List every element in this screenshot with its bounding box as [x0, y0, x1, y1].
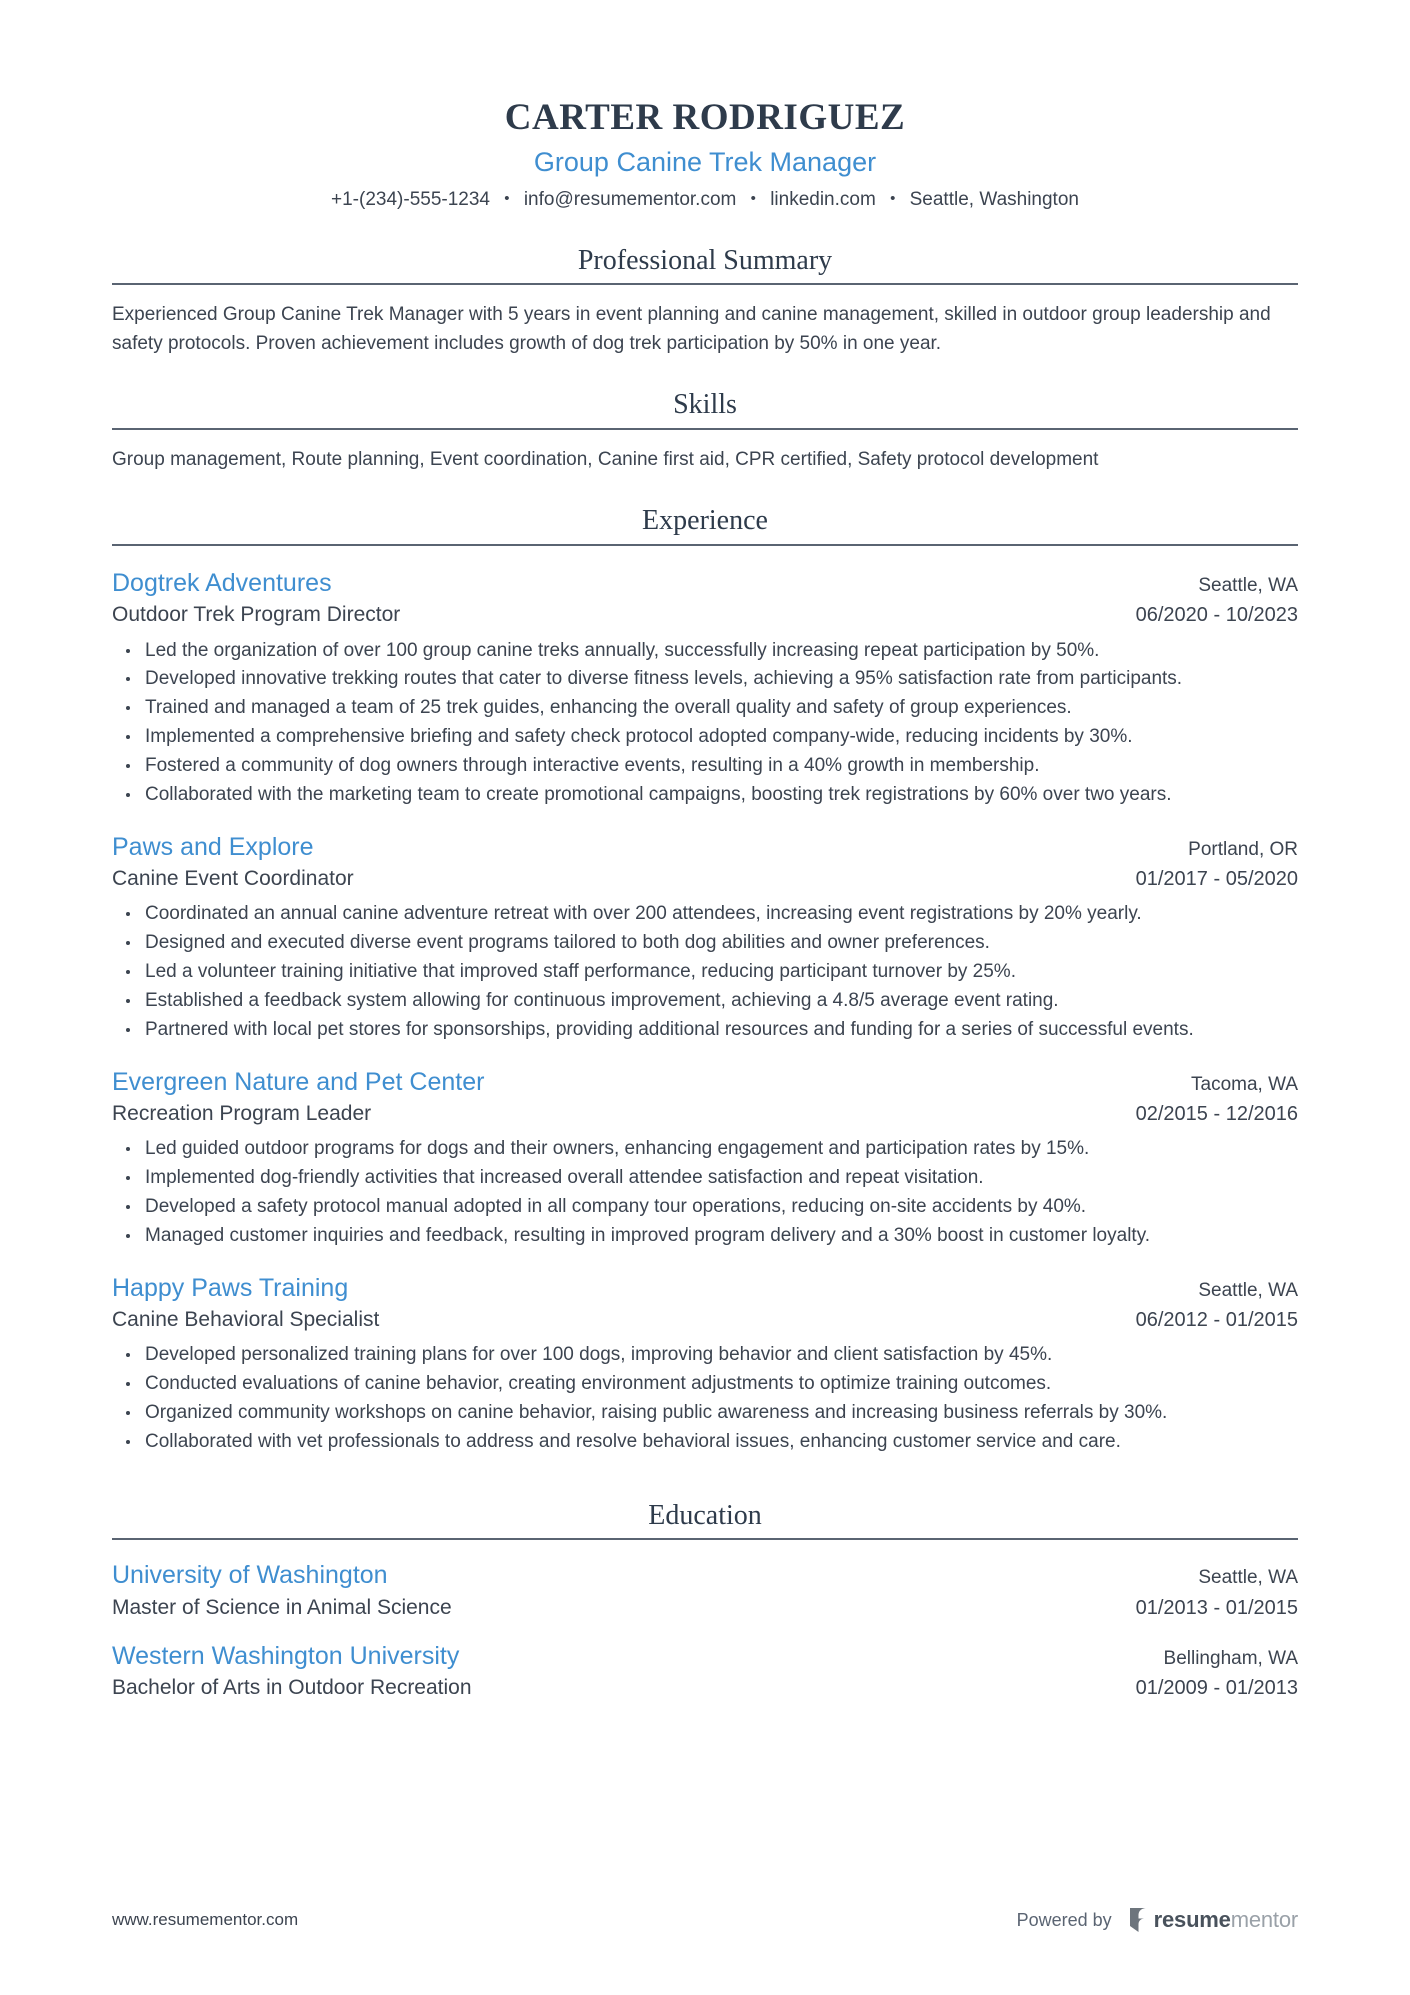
experience-dates: 06/2012 - 01/2015 [1135, 1308, 1298, 1331]
contact-location: Seattle, Washington [909, 189, 1079, 211]
experience-entry [112, 832, 1298, 1045]
education-dates: 01/2013 - 01/2015 [1135, 1596, 1298, 1619]
bullet-item: Managed customer inquiries and feedback, resulting in improved program delivery and a 30% boost in customer loyalty. [112, 1222, 1298, 1251]
section-experience [112, 504, 1298, 1456]
contact-separator-icon: • [750, 190, 756, 208]
bullet-item: Partnered with local pet stores for sponsorships, providing additional resources and funding for a series of successful events. [112, 1016, 1298, 1045]
experience-dates: 02/2015 - 12/2016 [1135, 1102, 1298, 1125]
bullet-item: Organized community workshops on canine behavior, raising public awareness and increasing business referrals by 30%. [112, 1399, 1298, 1428]
bullet-item: Collaborated with vet professionals to address and resolve behavioral issues, enhancing customer service and care. [112, 1428, 1298, 1457]
experience-org: Evergreen Nature and Pet Center [112, 1067, 485, 1096]
bullet-item: Designed and executed diverse event programs tailored to both dog abilities and owner preferences. [112, 929, 1298, 958]
section-education [112, 1499, 1298, 1702]
experience-place: Seattle, WA [1198, 1279, 1298, 1301]
education-degree: Bachelor of Arts in Outdoor Recreation [112, 1676, 472, 1700]
brand-name-light: mentor [1230, 1907, 1298, 1932]
experience-entry-head [112, 1273, 1298, 1304]
contact-phone: +1-(234)-555-1234 [331, 189, 490, 211]
skills-text: Group management, Route planning, Event coordination, Canine first aid, CPR certified, Safety protocol development [112, 448, 1099, 470]
education-place: Bellingham, WA [1163, 1647, 1298, 1669]
footer-branding [1017, 1907, 1298, 1933]
experience-org: Dogtrek Adventures [112, 568, 332, 597]
footer-website-url[interactable]: www.resumementor.com [112, 1910, 299, 1929]
experience-role: Canine Event Coordinator [112, 867, 354, 890]
education-entry-sub [112, 1674, 1298, 1701]
education-entry [112, 1560, 1298, 1621]
resume-header [112, 0, 1298, 214]
education-org: Western Washington University [112, 1641, 460, 1670]
section-divider [112, 544, 1298, 546]
bullet-item: Trained and managed a team of 25 trek guides, enhancing the overall quality and safety of group experiences. [112, 694, 1298, 723]
section-title-education: Education [648, 1499, 762, 1531]
bullet-item: Implemented a comprehensive briefing and safety check protocol adopted company-wide, reducing incidents by 30%. [112, 723, 1298, 752]
bullet-item: Developed innovative trekking routes that cater to diverse fitness levels, achieving a 95% satisfaction rate from participants. [112, 665, 1298, 694]
bullet-item: Collaborated with the marketing team to create promotional campaigns, boosting trek registrations by 60% over two years. [112, 781, 1298, 810]
contact-line [112, 187, 1298, 214]
summary-text: Experienced Group Canine Trek Manager with 5 years in event planning and canine management, skilled in outdoor group leadership and safety protocols. Proven achievement includes growth of dog trek participation by 50% in one year. [112, 304, 1271, 354]
education-dates: 01/2009 - 01/2013 [1135, 1677, 1298, 1700]
experience-entry-sub [112, 1306, 1298, 1333]
section-divider [112, 1538, 1298, 1540]
section-title-skills: Skills [673, 389, 737, 421]
education-org: University of Washington [112, 1561, 388, 1590]
experience-entry-sub [112, 601, 1298, 628]
experience-dates: 06/2020 - 10/2023 [1135, 604, 1298, 627]
bullet-item: Fostered a community of dog owners through interactive events, resulting in a 40% growth in membership. [112, 752, 1298, 781]
bullet-item: Led a volunteer training initiative that improved staff performance, reducing participant turnover by 25%. [112, 958, 1298, 987]
bullet-item: Led the organization of over 100 group canine treks annually, successfully increasing repeat participation by 50%. [112, 637, 1298, 666]
experience-role: Canine Behavioral Specialist [112, 1307, 380, 1331]
experience-entry-head [112, 568, 1298, 599]
candidate-name: CARTER RODRIGUEZ [504, 97, 906, 138]
education-degree: Master of Science in Animal Science [112, 1595, 452, 1619]
section-title-summary: Professional Summary [577, 244, 833, 276]
education-place: Seattle, WA [1198, 1567, 1298, 1589]
education-entry-head [112, 1560, 1298, 1591]
bullet-item: Developed personalized training plans for over 100 dogs, improving behavior and client satisfaction by 45%. [112, 1341, 1298, 1370]
bullet-item: Implemented dog-friendly activities that increased overall attendee satisfaction and repeat visitation. [112, 1164, 1298, 1193]
candidate-job-title: Group Canine Trek Manager [533, 146, 877, 177]
bullet-item: Conducted evaluations of canine behavior, creating environment adjustments to optimize training outcomes. [112, 1370, 1298, 1399]
experience-role: Outdoor Trek Program Director [112, 603, 401, 627]
brand-wordmark [1154, 1907, 1298, 1933]
bullet-item: Coordinated an annual canine adventure retreat with over 200 attendees, increasing event registrations by 20% yearly. [112, 900, 1298, 929]
brand-name-strong: resume [1153, 1907, 1231, 1932]
experience-place: Portland, OR [1188, 838, 1298, 860]
page-footer [112, 1907, 1298, 1933]
experience-role: Recreation Program Leader [112, 1101, 372, 1125]
bullet-item: Led guided outdoor programs for dogs and their owners, enhancing engagement and participation rates by 15%. [112, 1135, 1298, 1164]
experience-place: Tacoma, WA [1191, 1073, 1298, 1095]
bullet-item: Developed a safety protocol manual adopted in all company tour operations, reducing on-site accidents by 40%. [112, 1193, 1298, 1222]
resume-content [112, 0, 1298, 1701]
contact-email[interactable]: info@resumementor.com [523, 189, 737, 211]
powered-by-label: Powered by [1016, 1909, 1112, 1930]
experience-entry [112, 568, 1298, 810]
bullet-item: Established a feedback system allowing for continuous improvement, achieving a 4.8/5 average event rating. [112, 987, 1298, 1016]
section-skills [112, 388, 1298, 474]
education-entry-head [112, 1641, 1298, 1672]
bookmark-icon [1128, 1908, 1147, 1932]
education-entry [112, 1641, 1298, 1702]
contact-separator-icon: • [504, 190, 510, 208]
experience-entry-sub [112, 1100, 1298, 1127]
experience-bullets [112, 1135, 1298, 1251]
section-title-experience: Experience [642, 505, 768, 537]
experience-entry [112, 1067, 1298, 1251]
education-entry-sub [112, 1594, 1298, 1621]
resumementor-logo [1128, 1907, 1298, 1933]
contact-separator-icon: • [890, 190, 896, 208]
experience-org: Happy Paws Training [112, 1273, 349, 1302]
section-professional-summary [112, 244, 1298, 359]
experience-bullets [112, 1341, 1298, 1457]
experience-bullets [112, 900, 1298, 1044]
experience-entry-sub [112, 865, 1298, 892]
contact-linkedin[interactable]: linkedin.com [770, 189, 876, 211]
experience-bullets [112, 637, 1298, 810]
experience-place: Seattle, WA [1198, 574, 1298, 596]
experience-entry [112, 1273, 1298, 1457]
experience-dates: 01/2017 - 05/2020 [1135, 868, 1298, 890]
experience-entry-head [112, 832, 1298, 863]
experience-entry-head [112, 1067, 1298, 1098]
experience-org: Paws and Explore [112, 832, 314, 861]
